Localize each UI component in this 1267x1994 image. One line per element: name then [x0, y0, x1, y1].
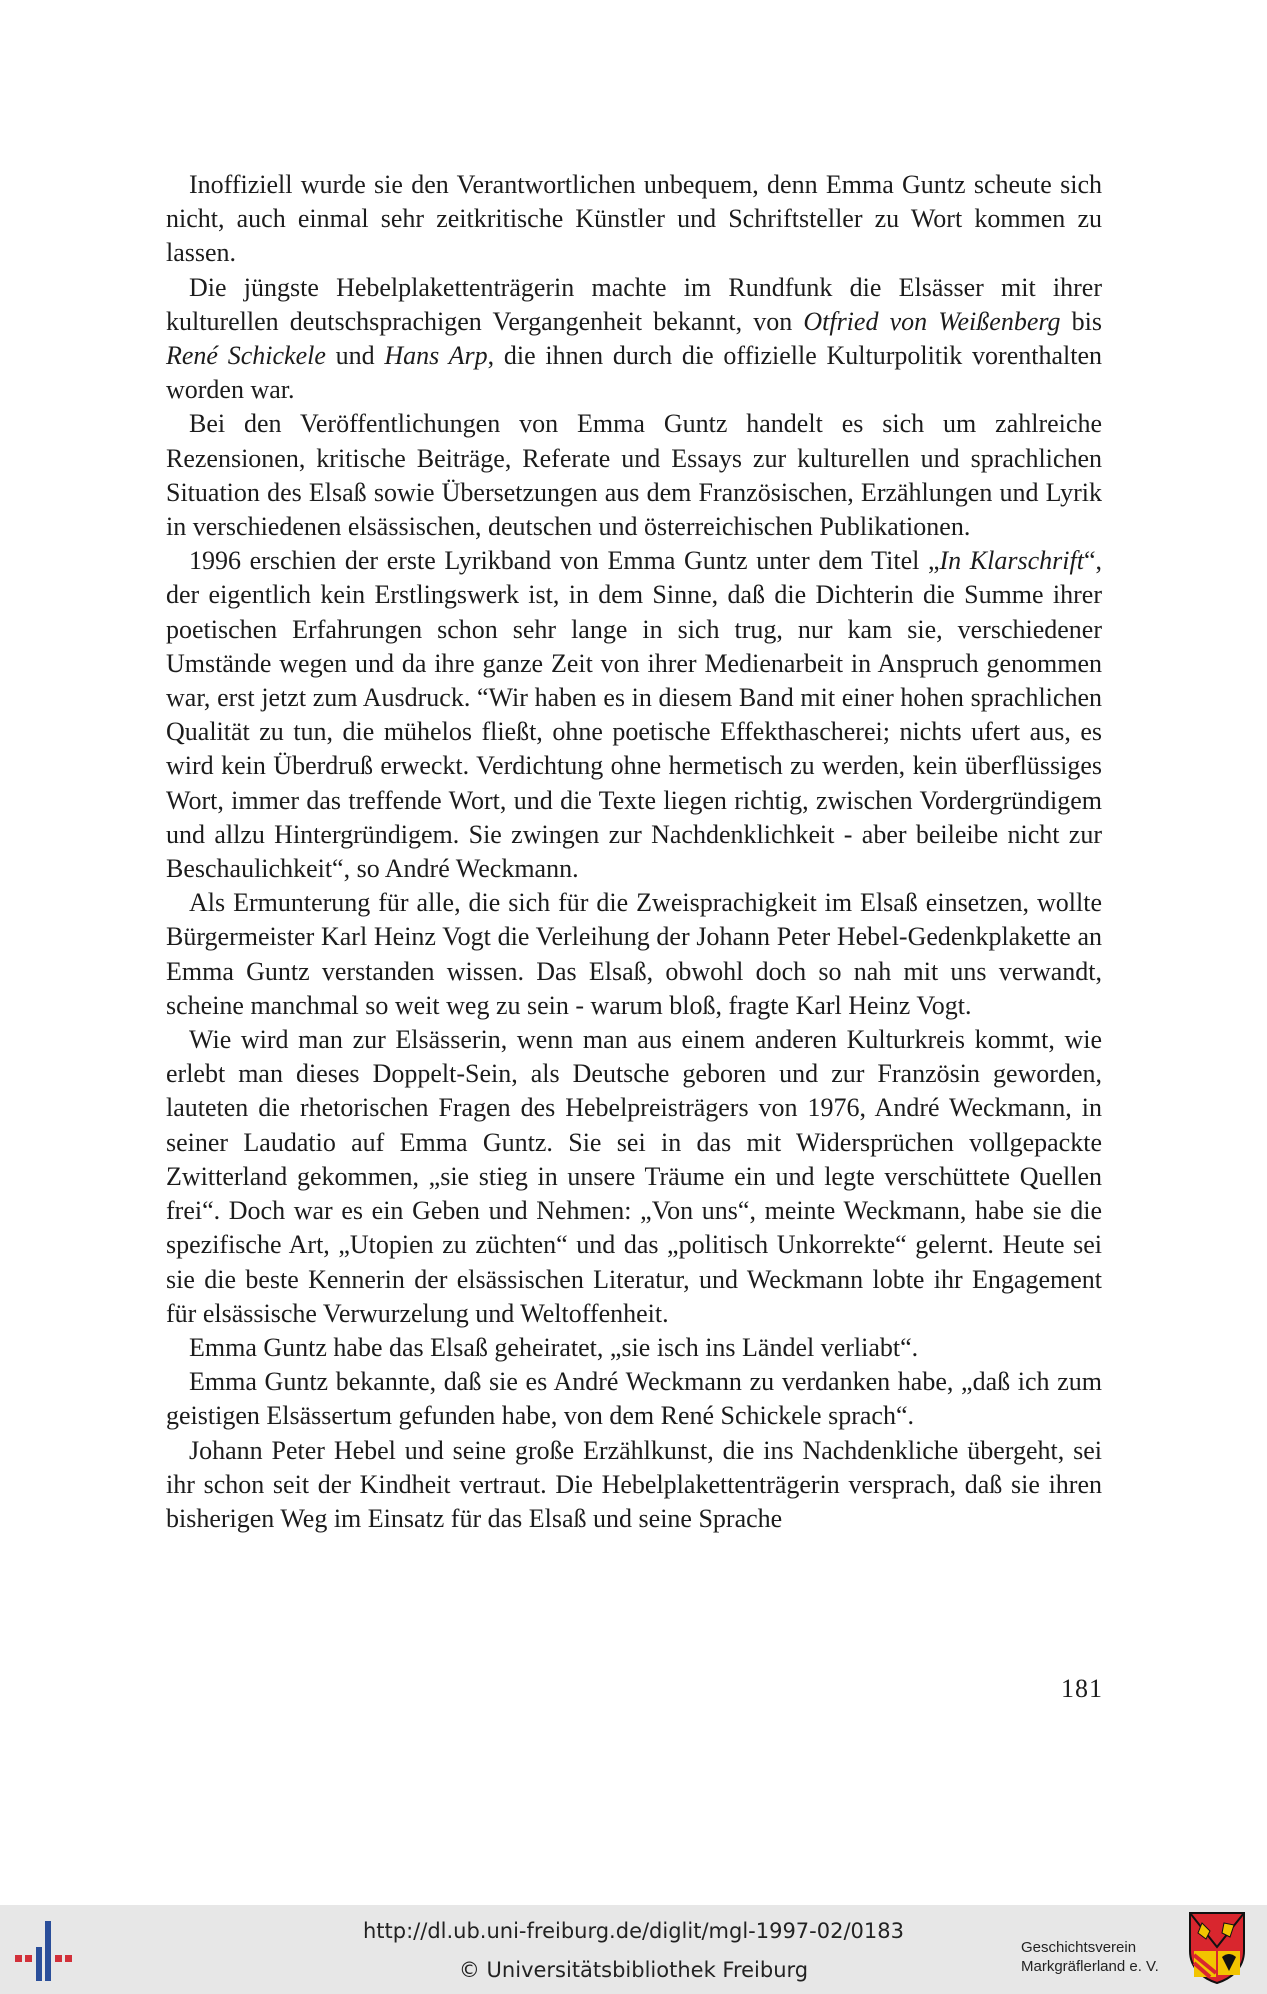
page-body-text [166, 168, 1102, 1536]
italic-text: Otfried von Weißenberg [803, 306, 1061, 336]
italic-text: In Klarschrift [939, 546, 1084, 576]
paragraph-text: Emma Guntz bekannte, daß sie es André Weckmann zu verdanken habe, „daß ich zum geistigen Elsässertum gefunden habe, von dem René Schickele sprach“. [166, 1367, 1102, 1431]
footer-bar [0, 1905, 1267, 1994]
body-paragraph [166, 1365, 1102, 1433]
body-paragraph [166, 1023, 1102, 1331]
paragraph-text: , die ihnen durch die offizielle Kulturpolitik vorenthalten worden war. [166, 341, 1102, 405]
source-url-link[interactable]: http://dl.ub.uni-freiburg.de/diglit/mgl-1997-02/0183 [362, 1919, 904, 1943]
body-paragraph [166, 544, 1102, 886]
body-paragraph [166, 168, 1102, 271]
paragraph-text: Wie wird man zur Elsässerin, wenn man aus einem anderen Kulturkreis kommt, wie erlebt man dieses Doppelt-Sein, als Deutsche geboren und zur Französin geworden, lauteten die rhetorischen Fragen des Hebelpreisträgers von 1976, André Weckmann, in seiner Laudatio auf Emma Guntz. Sie sei in das mit Widersprüchen vollgepackte Zwitterland gekommen, „sie stieg in unsere Träume ein und legte verschüttete Quellen frei“. Doch war es ein Geben und Nehmen: „Von uns“, meinte Weckmann, habe sie die spezifische Art, „Utopien zu züchten“ und das „politisch Unkorrekte“ gelernt. Heute sei sie die beste Kennerin der elsässischen Literatur, und Weckmann lobte ihr Engagement für elsässische Verwurzelung und Weltoffenheit. [166, 1025, 1102, 1328]
paragraph-text: Als Ermunterung für alle, die sich für die Zweisprachigkeit im Elsaß einsetzen, wollte Bürgermeister Karl Heinz Vogt die Verleihung der Johann Peter Hebel-Gedenkplakette an Emma Guntz verstanden wissen. Das Elsaß, obwohl doch so nah mit uns verwandt, scheine manchmal so weit weg zu sein - warum bloß, fragte Karl Heinz Vogt. [166, 888, 1102, 1020]
paragraph-text: Die jüngste Hebelplakettenträgerin machte im Rundfunk die Elsässer mit ihrer kulturellen deutschsprachigen Vergangenheit bekannt, von [166, 272, 1102, 336]
paragraph-text: Emma Guntz habe das Elsaß geheiratet, „sie isch ins Ländel verliabt“. [189, 1332, 919, 1362]
paragraph-text: Inoffiziell wurde sie den Verantwortlichen unbequem, denn Emma Guntz scheute sich nicht, auch einmal sehr zeitkritische Künstler und Schriftsteller zu Wort kommen zu lassen. [166, 170, 1102, 268]
body-paragraph [166, 1331, 1102, 1365]
page-number: 181 [1061, 1674, 1103, 1703]
body-paragraph [166, 271, 1102, 408]
paragraph-text: Bei den Veröffentlichungen von Emma Guntz handelt es sich um zahlreiche Rezensionen, kritische Beiträge, Referate und Essays zur kulturellen und sprachlichen Situation des Elsaß sowie Übersetzungen aus dem Französischen, Erzählungen und Lyrik in verschiedenen elsässischen, deutschen und österreichischen Publikationen. [166, 409, 1102, 542]
body-paragraph [166, 886, 1102, 1023]
paragraph-text: bis [1060, 306, 1102, 336]
italic-text: Hans Arp [384, 341, 488, 371]
society-name-line2: Markgräflerland e. V. [1021, 1958, 1159, 1975]
body-paragraph [166, 1434, 1102, 1537]
paragraph-text: und [325, 341, 385, 371]
paragraph-text: 1996 erschien der erste Lyrikband von Emma Guntz unter dem Titel „ [189, 546, 940, 576]
society-name [1021, 1938, 1159, 1976]
paragraph-text: Johann Peter Hebel und seine große Erzählkunst, die ins Nachdenkliche übergeht, sei ihr schon seit der Kindheit vertraut. Die Hebelplakettenträgerin versprach, daß sie ihren bisherigen Weg im Einsatz für das Elsaß und seine Sprache [166, 1435, 1102, 1533]
society-name-line1: Geschichtsverein [1021, 1939, 1137, 1956]
italic-text: René Schickele [166, 341, 326, 371]
paragraph-text: “, der eigentlich kein Erstlingswerk ist, in dem Sinne, daß die Dichterin die Summe ihrer poetischen Erfahrungen schon sehr lange in sich trug, nur kam sie, verschiedener Umstände wegen und da ihre ganze Zeit von ihrer Medienarbeit in Anspruch genommen war, erst jetzt zum Ausdruck. “Wir haben es in diesem Band mit einer hohen sprachlichen Qualität zu tun, die mühelos fließt, ohne poetische Effekthascherei; nichts ufert aus, es wird kein Überdruß erweckt. Verdichtung ohne hermetisch zu werden, kein überflüssiges Wort, immer das treffende Wort, und die Texte liegen richtig, zwischen Vordergründigem und allzu Hintergründigem. Sie zwingen zur Nachdenklichkeit - aber beileibe nicht zur Beschaulichkeit“, so André Weckmann. [166, 546, 1102, 884]
body-paragraph [166, 407, 1102, 544]
copyright-text: © Universitätsbibliothek Freiburg [458, 1958, 809, 1982]
coat-of-arms-icon [1188, 1911, 1246, 1985]
